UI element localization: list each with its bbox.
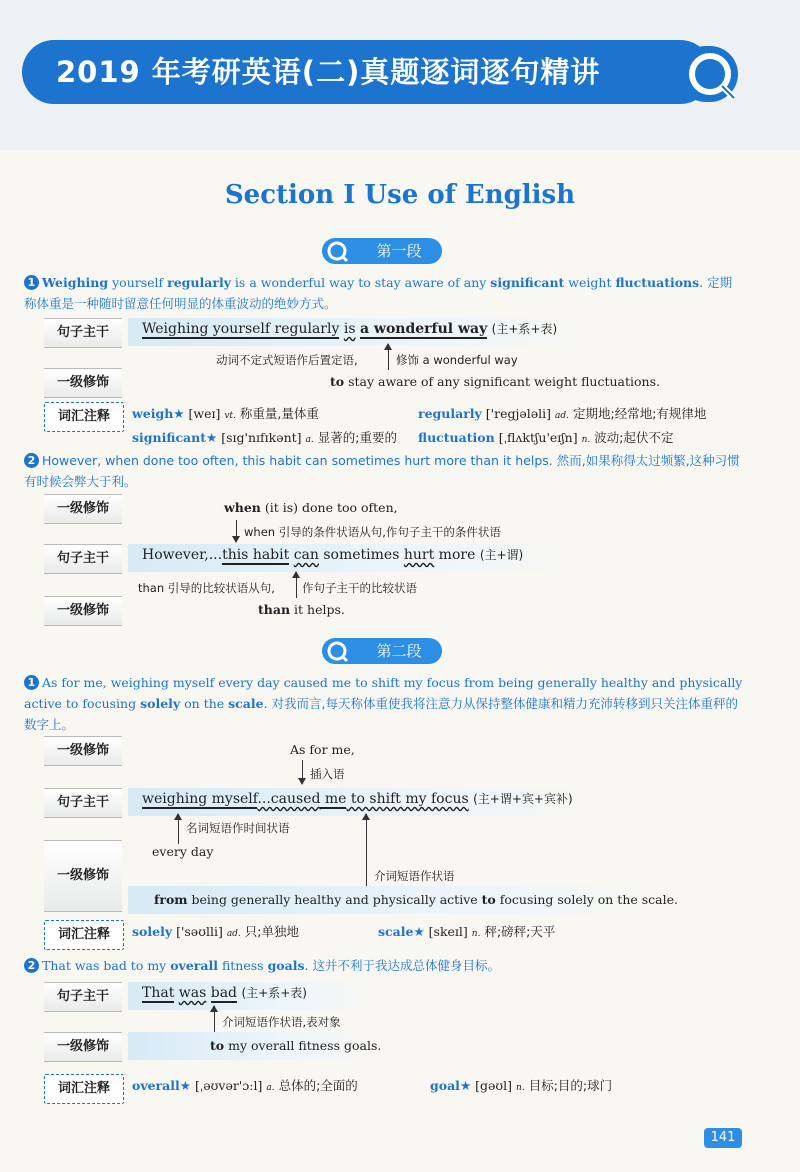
- modifier-text: (it is) done too often,: [260, 500, 398, 515]
- structure-tag: (主+谓): [479, 548, 524, 562]
- modifier-text: my overall fitness goals.: [224, 1038, 382, 1053]
- modifier-phrase: [210, 1038, 381, 1053]
- label-modifier: 一级修饰: [44, 1032, 122, 1062]
- note-text: 插入语: [310, 767, 345, 781]
- sentence-text: However, when done too often, this habit can sometimes hurt more than it helps. 然而,如果称得太过频繁,这种习惯有时候会弊大于利。: [24, 453, 740, 489]
- modifier-phrase: every day: [152, 844, 214, 859]
- modifier-keyword: to: [210, 1038, 225, 1053]
- vocab-pos: n.: [516, 1083, 525, 1093]
- page-number: 141: [704, 1128, 742, 1148]
- annotation-note: [138, 580, 275, 596]
- keyword: goals: [267, 958, 305, 973]
- up-arrow-icon: [366, 814, 367, 888]
- modifier-keyword: to: [330, 374, 345, 389]
- keyword: regularly: [167, 275, 231, 290]
- label-vocab: 词汇注释: [44, 1074, 124, 1104]
- paragraph-1-pill: [322, 238, 442, 264]
- vocab-word: scale: [378, 924, 414, 939]
- up-arrow-icon: [388, 344, 389, 370]
- vocab-ipa: ['səʊlli]: [176, 924, 223, 939]
- annotation-note: [374, 868, 455, 884]
- vocab-meaning: 只;单独地: [244, 924, 300, 939]
- vocab-pos: a.: [305, 435, 314, 445]
- vocab-entry: [132, 428, 397, 446]
- modifier-keyword: from: [154, 892, 188, 907]
- label-main-clause: 句子主干: [44, 982, 122, 1012]
- sentence-text: on the: [180, 696, 229, 711]
- vocab-ipa: [ˌəʊvər'ɔːl]: [194, 1078, 263, 1093]
- sentence-number: 2: [24, 958, 39, 973]
- sentence-translation: . 对我而言,每天称体重使我将注意力从保持整体健康和精力充沛转移到只关注体重秤的数字上。: [24, 696, 739, 732]
- modifier-keyword: than: [258, 602, 291, 617]
- main-clause: [142, 984, 307, 1001]
- star-icon: ★: [179, 1078, 191, 1093]
- predicative: bad: [210, 985, 238, 1001]
- label-main-clause: 句子主干: [44, 544, 122, 574]
- page-title: 2019 年考研英语(二)真题逐词逐句精讲: [22, 40, 712, 104]
- vocab-entry: [378, 922, 555, 940]
- adverb: sometimes: [318, 547, 404, 563]
- note-text: 介词短语作状语,表对象: [222, 1015, 341, 1029]
- note-text: when 引导的条件状语从句,作句子主干的条件状语: [244, 525, 501, 539]
- down-arrow-icon: [236, 520, 237, 542]
- vocab-ipa: [sɪg'nɪfɪkənt]: [221, 430, 302, 445]
- vocab-ipa: ['regjələli]: [485, 406, 552, 421]
- vocab-meaning: 波动;起伏不定: [594, 430, 674, 445]
- vocab-word: fluctuation: [418, 430, 495, 445]
- sentence-text: That was bad to my: [42, 958, 171, 973]
- keyword: significant: [490, 275, 565, 290]
- vocab-ipa: [gəʊl]: [475, 1078, 513, 1093]
- up-arrow-icon: [296, 572, 297, 598]
- vocab-entry: [132, 922, 299, 940]
- label-modifier: 一级修饰: [44, 494, 122, 524]
- structure-tag: (主+系+表): [491, 322, 558, 336]
- subject: That: [142, 985, 175, 1001]
- section-title: Section Ⅰ Use of English: [224, 180, 576, 210]
- note-text: 动词不定式短语作后置定语,: [216, 353, 358, 367]
- vocab-entry: [132, 1076, 358, 1094]
- sentence-number: 2: [24, 453, 39, 468]
- search-icon: [322, 238, 356, 264]
- label-main-clause: 句子主干: [44, 318, 122, 348]
- main-clause: [142, 320, 557, 337]
- vocab-word: weigh: [132, 406, 174, 421]
- label-main-clause: 句子主干: [44, 788, 122, 818]
- label-modifier: 一级修饰: [44, 596, 122, 626]
- label-vocab: 词汇注释: [44, 920, 124, 950]
- vocab-meaning: 定期地;经常地;有规律地: [573, 406, 707, 421]
- star-icon: ★: [459, 1078, 472, 1093]
- vocab-entry: [132, 404, 319, 422]
- star-icon: ★: [206, 430, 218, 445]
- annotation-note: [222, 1014, 341, 1030]
- keyword: overall: [170, 958, 218, 973]
- modifier-phrase: As for me,: [290, 742, 355, 757]
- note-text: 介词短语作状语: [374, 869, 455, 883]
- keyword: solely: [140, 696, 181, 711]
- vocab-word: significant: [132, 430, 207, 445]
- annotation-note: [310, 766, 345, 782]
- note-text: 修饰 a wonderful way: [396, 353, 518, 367]
- p2-sentence-1: [24, 672, 744, 735]
- verb: hurt: [403, 547, 435, 563]
- modifier-phrase: [224, 500, 398, 515]
- sentence-translation: . 这并不利于我达成总体健身目标。: [304, 958, 500, 973]
- vocab-entry: [418, 428, 673, 446]
- modifier-text: stay aware of any significant weight fluctuations.: [344, 374, 660, 389]
- main-clause: [142, 790, 573, 807]
- paragraph-2-label: 第二段: [376, 642, 422, 660]
- annotation-note: [186, 820, 290, 836]
- vocab-meaning: 显著的;重要的: [317, 430, 397, 445]
- vocab-word: overall: [132, 1078, 180, 1093]
- down-arrow-icon: [302, 760, 303, 784]
- note-text: 名词短语作时间状语: [186, 821, 290, 835]
- vocab-pos: n.: [581, 435, 591, 445]
- annotation-note: [216, 352, 358, 368]
- modifier-text: it helps.: [290, 602, 345, 617]
- vocab-meaning: 称重量,量体重: [239, 406, 319, 421]
- annotation-note: [396, 352, 518, 368]
- vocab-pos: ad.: [226, 929, 241, 939]
- sentence-number: 1: [24, 275, 39, 290]
- star-icon: ★: [413, 924, 425, 939]
- up-arrow-icon: [178, 814, 179, 844]
- sentence-text: is a wonderful way to stay aware of any: [230, 275, 491, 290]
- modifier-keyword: to: [481, 892, 496, 907]
- main-clause: [142, 546, 523, 563]
- p1-sentence-2: [24, 450, 744, 492]
- annotation-note: [302, 580, 417, 596]
- note-text: than 引导的比较状语从句,: [138, 581, 275, 595]
- structure-tag: (主+系+表): [241, 986, 307, 1000]
- subject: Weighing yourself regularly: [142, 321, 340, 337]
- sentence-text: As for me, weighing myself every day caused me to shift my focus from being generally healthy and physically active to focusing: [24, 675, 743, 711]
- modifier-phrase: [154, 892, 678, 907]
- vocab-pos: vt.: [224, 411, 236, 421]
- sentence-text: weight: [564, 275, 616, 290]
- modifier-keyword: when: [224, 500, 261, 515]
- vocab-pos: n.: [471, 929, 481, 939]
- sentence-text: yourself: [108, 275, 168, 290]
- sentence-translation: . 定期称体重是一种随时留意任何明显的体重波动的绝妙方式。: [24, 275, 733, 311]
- modifier-text: being generally healthy and physically active: [187, 892, 482, 907]
- keyword: scale: [228, 696, 264, 711]
- object: more: [434, 547, 476, 563]
- keyword: fluctuations: [615, 275, 700, 290]
- vocab-word: regularly: [418, 406, 482, 421]
- subject: weighing: [142, 791, 208, 807]
- modal-verb: can: [293, 547, 319, 563]
- verb: ...caused: [257, 791, 321, 807]
- search-icon: [322, 638, 356, 664]
- vocab-meaning: 总体的;全面的: [278, 1078, 358, 1093]
- vocab-ipa: [weɪ]: [188, 406, 221, 421]
- vocab-ipa: [ˌflʌktʃu'eɪʃn]: [498, 430, 578, 445]
- object: me: [320, 791, 347, 807]
- magnifier-icon: [676, 44, 744, 104]
- star-icon: ★: [173, 406, 185, 421]
- note-text: 作句子主干的比较状语: [302, 581, 417, 595]
- vocab-entry: [418, 404, 706, 422]
- subject: this habit: [222, 547, 290, 563]
- label-modifier: 一级修饰: [44, 840, 122, 912]
- modifier-phrase: [258, 602, 345, 617]
- object-complement: to shift my focus: [346, 791, 469, 807]
- vocab-meaning: 目标;目的;球门: [528, 1078, 613, 1093]
- sentence-number: 1: [24, 675, 39, 690]
- vocab-pos: ad.: [555, 411, 570, 421]
- keyword: Weighing: [42, 275, 109, 290]
- modifier-phrase: [330, 374, 660, 389]
- vocab-pos: a.: [266, 1083, 275, 1093]
- vocab-word: goal: [430, 1078, 460, 1093]
- p1-sentence-1: [24, 272, 744, 314]
- label-modifier: 一级修饰: [44, 368, 122, 398]
- verb: is: [343, 321, 356, 337]
- label-vocab: 词汇注释: [44, 402, 124, 432]
- paragraph-1-label: 第一段: [376, 242, 422, 260]
- predicative: a wonderful way: [359, 321, 488, 337]
- sentence-text: fitness: [217, 958, 268, 973]
- vocab-meaning: 秤;磅秤;天平: [484, 924, 556, 939]
- vocab-word: solely: [132, 924, 173, 939]
- vocab-ipa: [skeɪl]: [428, 924, 468, 939]
- modifier-text: focusing solely on the scale.: [495, 892, 678, 907]
- vocab-entry: [430, 1076, 612, 1094]
- label-modifier: 一级修饰: [44, 736, 122, 766]
- verb: was: [178, 985, 207, 1001]
- subject-ext: myself: [207, 791, 258, 807]
- clause-lead: However,...: [142, 547, 223, 563]
- annotation-note: [244, 524, 501, 540]
- structure-tag: (主+谓+宾+宾补): [473, 792, 573, 806]
- paragraph-2-pill: [322, 638, 442, 664]
- p2-sentence-2: [24, 955, 744, 976]
